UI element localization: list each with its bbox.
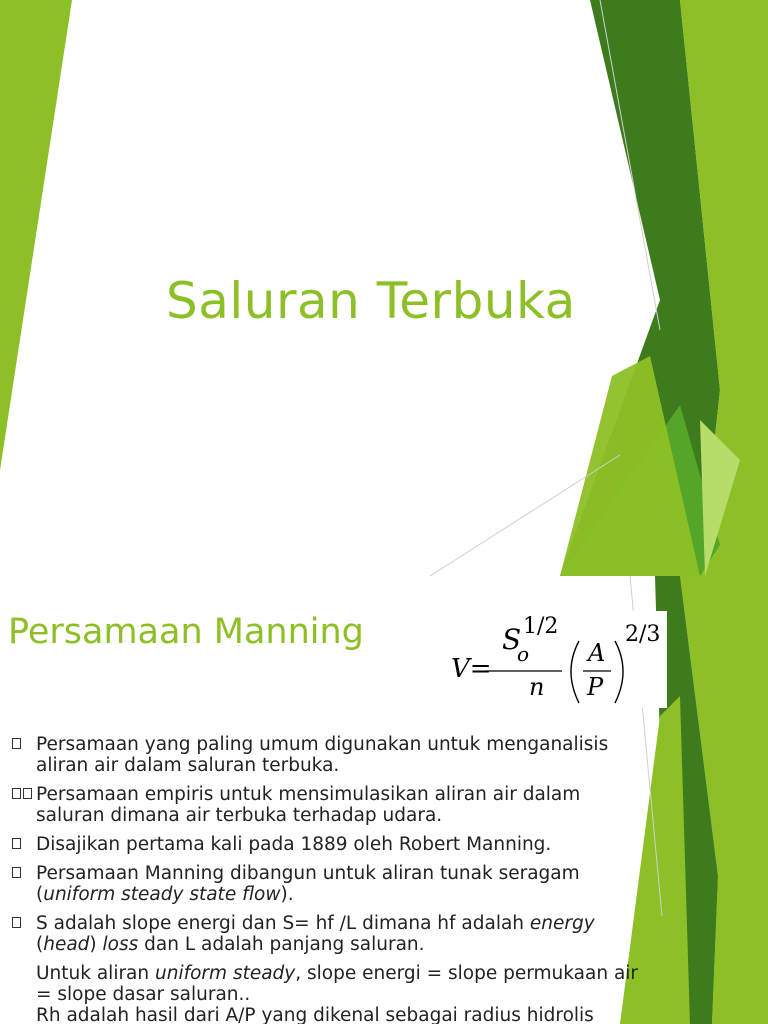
square-bullet-icon [12, 788, 21, 799]
list-item: Persamaan yang paling umum digunakan untuk menganalisis aliran air dalam saluran terbuka. [10, 734, 710, 776]
formula-numerator-sub: o [517, 642, 530, 666]
formula-paren-top: A [588, 639, 606, 667]
bullet-list [10, 734, 710, 1024]
formula-numerator-base: S [502, 623, 522, 656]
formula-lhs: V= [451, 654, 492, 684]
formula-denominator: n [529, 673, 545, 701]
list-item: S adalah slope energi dan S= hf /L dimana hf adalah energy (head) loss dan L adalah panjang saluran. [10, 913, 710, 955]
content-slide [0, 576, 768, 1024]
formula-paren-exp: 2/3 [625, 622, 661, 647]
list-item: Disajikan pertama kali pada 1889 oleh Robert Manning. [10, 834, 710, 855]
slide-title: Saluran Terbuka [166, 272, 576, 330]
square-bullet-icon [12, 838, 21, 849]
slide-title: Persamaan Manning [8, 612, 364, 652]
formula-numerator-exp: 1/2 [523, 614, 559, 639]
square-bullet-icon [12, 867, 21, 878]
list-item: Persamaan empiris untuk mensimulasikan aliran air dalam saluran dimana air terbuka terhadap udara. [10, 784, 710, 826]
square-bullet-icon [23, 788, 32, 799]
note-text: Untuk aliran uniform steady, slope energi = slope permukaan air = slope dasar saluran.. Rh adalah hasil dari A/P yang dikenal sebagai radius hidrolis [36, 963, 639, 1024]
manning-formula [445, 611, 667, 708]
formula-paren-bottom: P [587, 673, 604, 701]
square-bullet-icon [12, 738, 21, 749]
square-bullet-icon [12, 917, 21, 928]
list-item: Persamaan Manning dibangun untuk aliran tunak seragam (uniform steady state flow). [10, 863, 710, 905]
